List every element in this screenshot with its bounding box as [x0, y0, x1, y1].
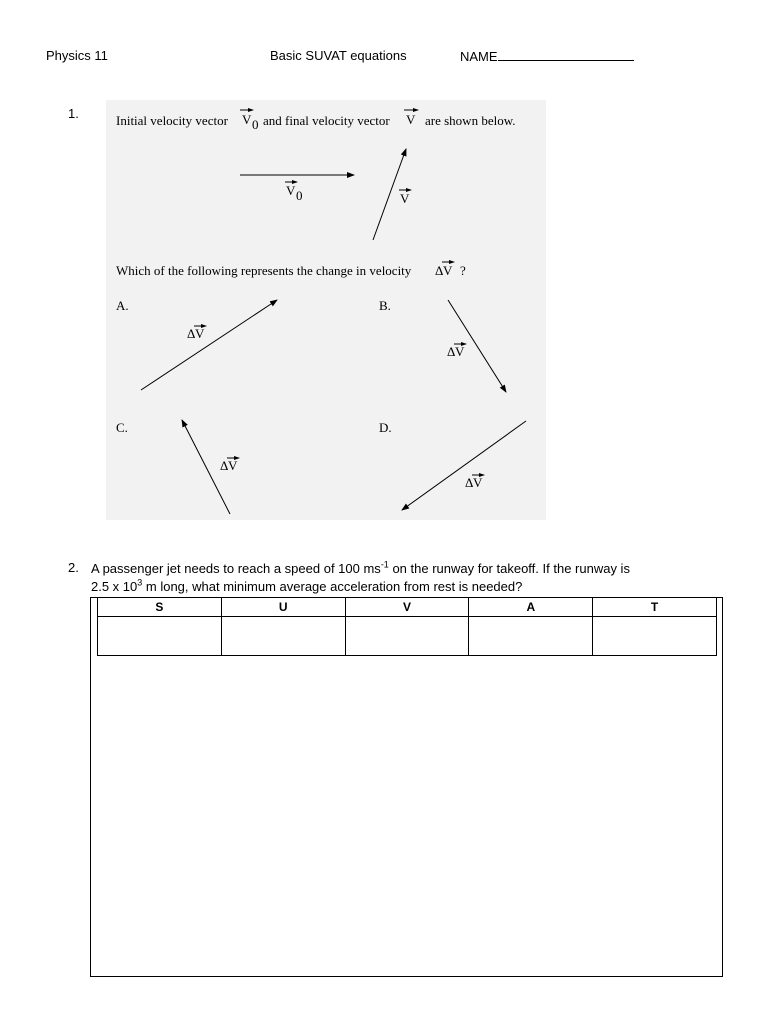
v0-symbol-inline [240, 110, 259, 132]
question-2-line-2: 2.5 x $10^3$ m long, what minimum average acceleration from rest is needed? [91, 577, 523, 594]
name-blank-line [498, 48, 634, 61]
option-d-label: D. [379, 420, 392, 435]
svg-text:Δ: Δ [447, 344, 456, 359]
svg-text:V: V [286, 183, 296, 198]
svg-text:Δ: Δ [435, 263, 444, 278]
q1-intro-text-start: Initial velocity vector [116, 113, 228, 128]
question-1-number: 1. [68, 106, 79, 121]
svg-text:0: 0 [296, 188, 303, 203]
suvat-header-s: S [98, 598, 222, 617]
suvat-header-u: U [221, 598, 345, 617]
option-d-arrow [402, 421, 526, 510]
suvat-table [97, 597, 717, 656]
v0-vector-label [285, 182, 303, 203]
worksheet-title: Basic SUVAT equations [270, 48, 407, 63]
suvat-cell-a[interactable] [469, 617, 593, 656]
course-label: Physics 11 [46, 48, 108, 63]
suvat-cell-s[interactable] [98, 617, 222, 656]
name-field [460, 48, 634, 64]
svg-text:V: V [195, 326, 205, 341]
question-2-line-1: A passenger jet needs to reach a speed of 100 $ms^{-1}$ on the runway for takeoff. If the runway is [91, 559, 630, 576]
v-symbol-inline [404, 110, 418, 127]
svg-text:V: V [455, 344, 465, 359]
svg-text:V: V [242, 112, 252, 127]
svg-text:0: 0 [252, 117, 259, 132]
v-vector-label [399, 190, 411, 206]
vector-diagram [106, 100, 546, 520]
q1-intro-text-mid: and final velocity vector [263, 113, 390, 128]
option-b-delta-v-label [447, 344, 466, 359]
svg-text:V: V [473, 475, 483, 490]
option-c-label: C. [116, 420, 128, 435]
option-a-label: A. [116, 298, 129, 313]
q1-question-text: Which of the following represents the change in velocity [116, 263, 412, 278]
suvat-cell-t[interactable] [593, 617, 717, 656]
option-a-arrow [141, 300, 277, 390]
suvat-header-a: A [469, 598, 593, 617]
q1-question-mark: ? [460, 263, 466, 278]
svg-text:Δ: Δ [220, 458, 229, 473]
svg-text:V: V [406, 112, 416, 127]
suvat-answer-row [98, 617, 717, 656]
option-d-delta-v-label [465, 475, 484, 490]
suvat-cell-u[interactable] [221, 617, 345, 656]
svg-text:V: V [228, 458, 238, 473]
q1-intro-text-end: are shown below. [425, 113, 516, 128]
option-c-delta-v-label [220, 458, 239, 473]
svg-text:Δ: Δ [465, 475, 474, 490]
name-label: NAME [460, 49, 498, 64]
svg-text:V: V [400, 191, 410, 206]
question-2-text [91, 560, 691, 596]
question-1-figure [106, 100, 546, 520]
suvat-header-v: V [345, 598, 469, 617]
suvat-header-row [98, 598, 717, 617]
question-2-number: 2. [68, 560, 79, 575]
option-a-delta-v-label [187, 326, 206, 341]
svg-text:Δ: Δ [187, 326, 196, 341]
suvat-cell-v[interactable] [345, 617, 469, 656]
svg-text:V: V [443, 263, 453, 278]
delta-v-symbol-inline [435, 262, 454, 278]
option-b-label: B. [379, 298, 391, 313]
suvat-header-t: T [593, 598, 717, 617]
